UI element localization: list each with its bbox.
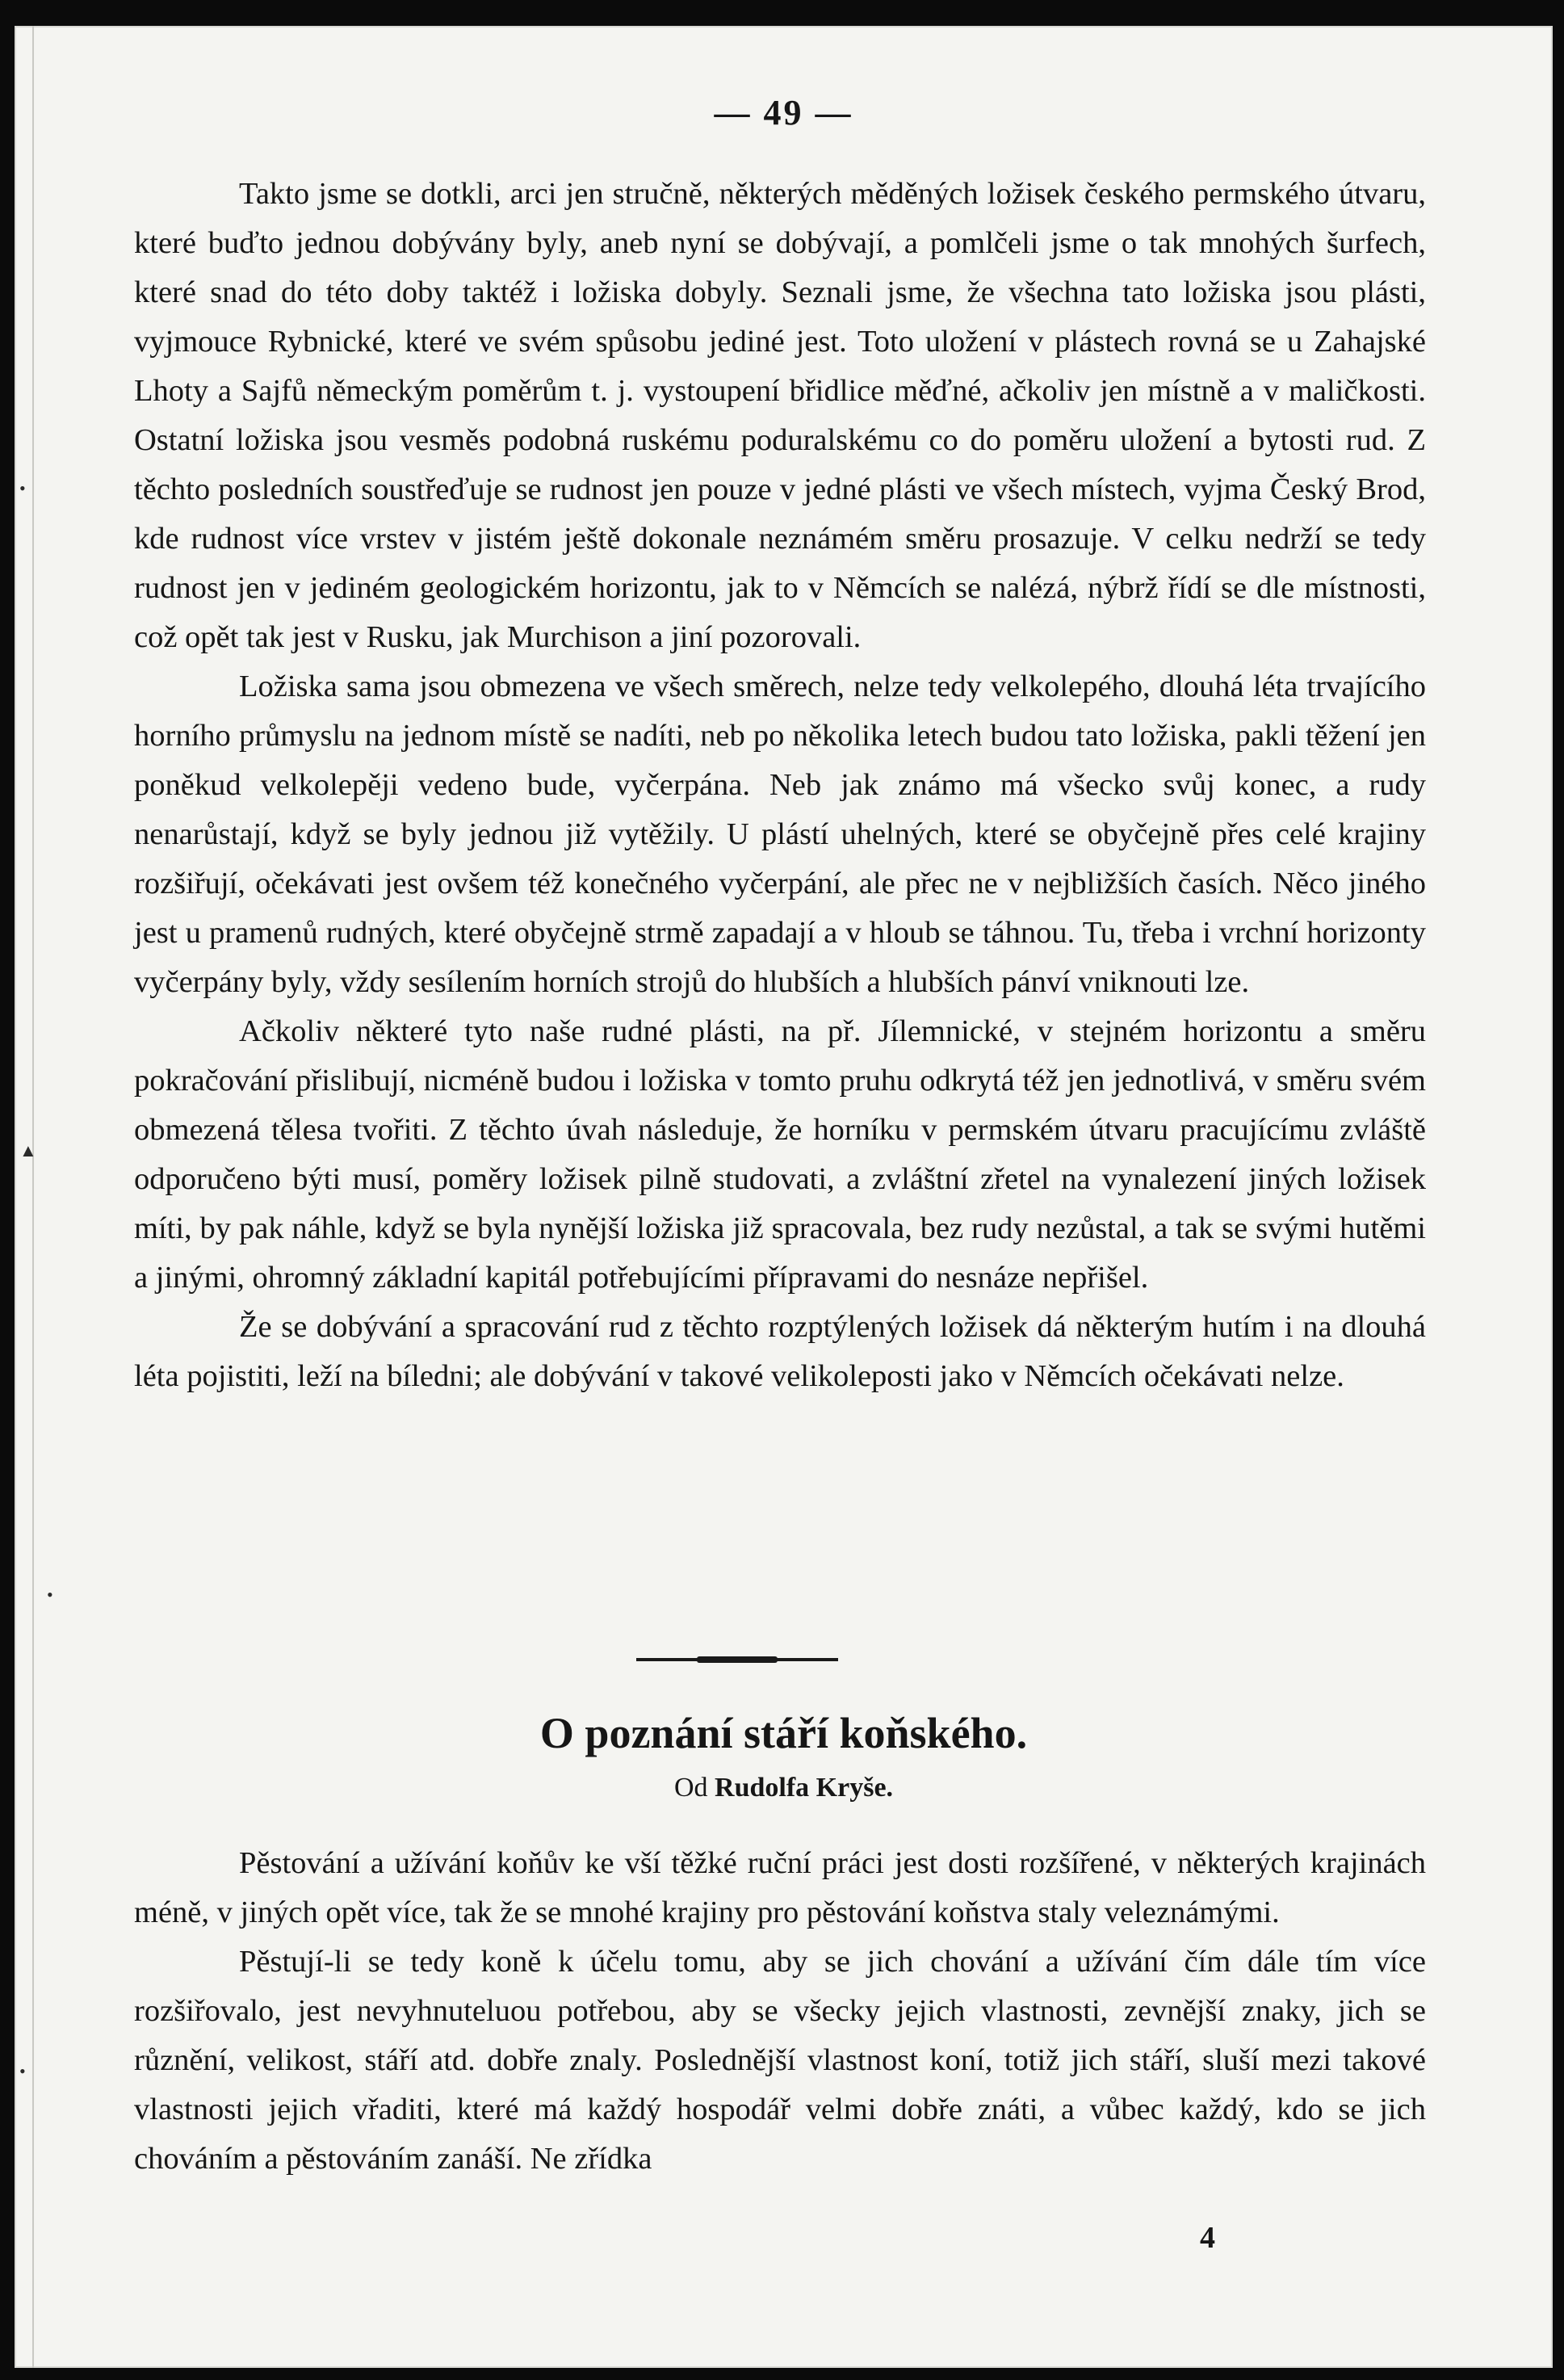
section-divider: [636, 1658, 838, 1661]
margin-dot: •: [47, 1585, 53, 1605]
scan-edge-line: [32, 26, 34, 2368]
signature-mark: 4: [1200, 2221, 1215, 2255]
byline: [15, 1773, 1553, 1803]
margin-arrow: ▲: [19, 1140, 37, 1161]
byline-author: Rudolfa Kryše.: [715, 1773, 894, 1803]
byline-prefix: Od: [673, 1773, 708, 1803]
paragraph: Ložiska sama jsou obmezena ve všech směrech, nelze tedy velkolepého, dlouhá léta trvajícího horního průmyslu na jednom místě se nadíti, neb po několika letech budou tato ložiska, pakli těžení jen poněkud velkolepěji vedeno bude, vyčerpána. Neb jak známo má všecko svůj konec, a rudy nenarůstají, když se byly jednou již vytěžily. U plástí uhelných, které se obyčejně přes celé krajiny rozšiřují, očekávati jest ovšem též konečného vyčerpání, ale přec ne v nejbližších časích. Něco jiného jest u pramenů rudných, které obyčejně strmě zapadají a v hloub se táhnou. Tu, třeba i vrchní horizonty vyčerpány byly, vždy sesílením horních strojů do hlubších a hlubších pánví vniknouti lze.: [134, 670, 1426, 999]
article-title: O poznání stáří koňského.: [539, 1709, 1028, 1757]
paragraph: Že se dobývání a spracování rud z těchto rozptýlených ložisek dá některým hutím i na dlouhá léta pojistiti, leží na bíledni; ale dobývání v takové velikoleposti jako v Němcích očekávati nelze.: [134, 1310, 1426, 1393]
section1-text: [134, 170, 1426, 1401]
paragraph: Ačkoliv některé tyto naše rudné plásti, na př. Jílemnické, v stejném horizontu a směru pokračování přislibují, nicméně budou i ložiska v tomto pruhu odkrytá též jen jednotlivá, v směru svém obmezená tělesa tvořiti. Z těchto úvah následuje, že horníku v permském útvaru pracujícímu zvláště odporučeno býti musí, poměry ložisek pilně studovati, a zvláštní zřetel na vynalezení jiných ložisek míti, by pak náhle, když se byla nynější ložiska již spracovala, bez rudy nezůstal, a tak se svými hutěmi a jinými, ohromný základní kapitál potřebujícími přípravami do nesnáze nepřišel.: [134, 1014, 1426, 1295]
paragraph: Takto jsme se dotkli, arci jen stručně, některých měděných ložisek českého permského útvaru, které buďto jednou dobývány byly, aneb nyní se dobývají, a pomlčeli jsme o tak mnohých šurfech, které snad do této doby taktéž i ložiska dobyly. Seznali jsme, že všechna tato ložiska jsou plásti, vyjmouce Rybnické, které ve svém spůsobu jediné jest. Toto uložení v plástech rovná se u Zahajské Lhoty a Sajfů německým poměrům t. j. vystoupení břidlice měďné, ačkoliv jen místně a v maličkosti. Ostatní ložiska jsou vesměs podobná ruskému poduralskému co do poměru uložení a bytosti rud. Z těchto posledních soustřeďuje se rudnost jen pouze v jedné plásti ve všech místech, vyjma Český Brod, kde rudnost více vrstev v jistém ještě dokonale neznámém směru prosazuje. V celku nedrží se tedy rudnost jen v jediném geologickém horizontu, jak to v Němcích se nalézá, nýbrž řídí se dle místnosti, což opět tak jest v Rusku, jak Murchison a jiní pozorovali.: [134, 177, 1426, 654]
margin-dot: •: [19, 2061, 26, 2081]
page-number: — 49 —: [714, 93, 853, 132]
margin-dot: •: [19, 478, 26, 498]
paragraph: Pěstování a užívání koňův ke vší těžké ruční práci jest dosti rozšířené, v některých krajinách méně, v jiných opět více, tak že se mnohé krajiny pro pěstování koňstva staly veleznámými.: [134, 1846, 1426, 1929]
paragraph: Pěstují-li se tedy koně k účelu tomu, aby se jich chování a užívání čím dále tím více rozšiřovalo, jest nevyhnuteluou potřebou, aby se všecky jejich vlastnosti, zevnější znaky, jich se různění, velikost, stáří atd. dobře znaly. Poslednější vlastnost koní, totiž jich stáří, sluší mezi takové vlastnosti jejich vřaditi, které má každý hospodář velmi dobře znáti, a vůbec každý, kdo se jich chováním a pěstováním zanáší. Ne zřídka: [134, 1945, 1426, 2176]
document-page: [15, 26, 1553, 2368]
section2-text: [134, 1839, 1426, 2184]
